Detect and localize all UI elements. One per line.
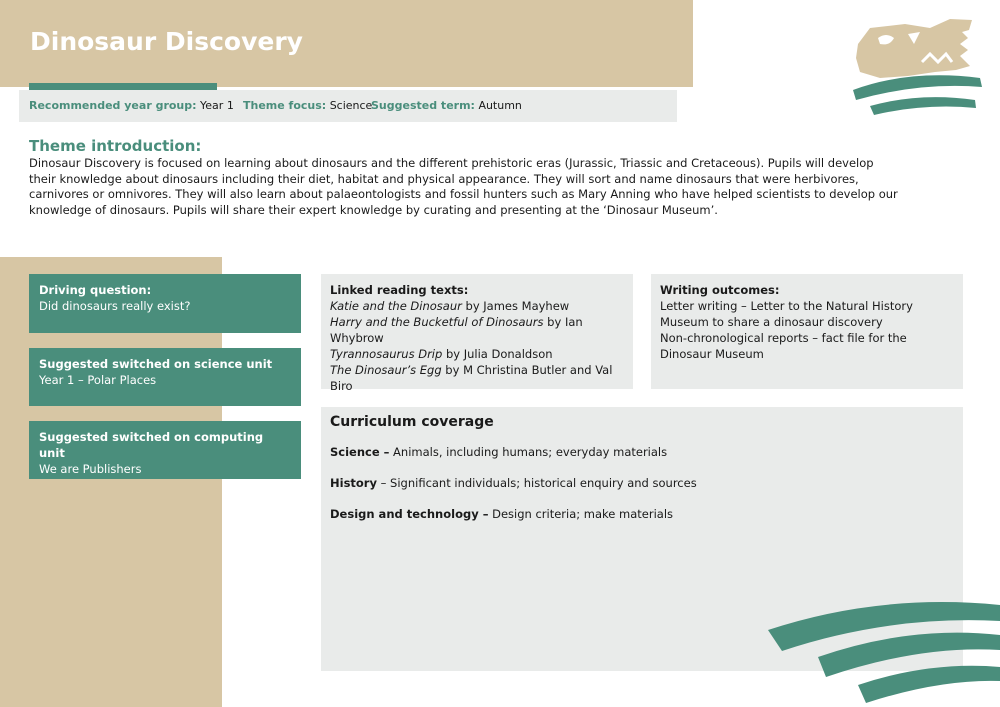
writing-outcomes-title: Writing outcomes: [660,283,780,297]
book-item: Tyrannosaurus Drip by Julia Donaldson [330,347,553,361]
reading-texts-title: Linked reading texts: [330,283,469,297]
computing-unit-box [29,421,301,479]
writing-outcome-item: Non-chronological reports – fact file for the Dinosaur Museum [660,331,907,361]
intro-text: Dinosaur Discovery is focused on learning about dinosaurs and the different prehistoric eras (Jurassic, Triassic and Cretaceous). Pupils will develop their knowledge about dinosaurs including their diet, habitat and physical appearance. They will sort and name dinosaurs that were herbivores, carnivores or omnivores. They will also learn about palaeontologists and fossil hunters such as Mary Anning who have helped scientists to develop our knowledge of dinosaurs. Pupils will share their expert knowledge by curating and presenting at the ‘Dinosaur Museum’. [29,156,898,218]
computing-unit-title: Suggested switched on computing unit [39,430,264,460]
intro-heading: Theme introduction: [29,137,202,155]
curriculum-item: Science – Animals, including humans; everyday materials [330,445,668,459]
suggested-term: Suggested term: Autumn [371,99,522,112]
writing-outcomes-box [651,274,963,389]
science-unit-box [29,348,301,406]
book-item: Katie and the Dinosaur by James Mayhew [330,299,570,313]
curriculum-item: History – Significant individuals; historical enquiry and sources [330,476,697,490]
computing-unit-value: We are Publishers [39,462,142,476]
driving-question-box [29,274,301,333]
driving-question-value: Did dinosaurs really exist? [39,299,191,313]
decorative-swoosh [760,585,1000,707]
reading-texts-box [321,274,633,393]
dinosaur-skull-icon [850,14,985,118]
book-item: The Dinosaur’s Egg by M Christina Butler and Val Biro [330,363,613,393]
year-group: Recommended year group: Year 1 [29,99,234,112]
science-unit-value: Year 1 – Polar Places [39,373,157,387]
book-item: Harry and the Bucketful of Dinosaurs by Ian Whybrow [330,315,583,345]
theme-focus: Theme focus: Science [243,99,373,112]
science-unit-title: Suggested switched on science unit [39,357,273,371]
page-title: Dinosaur Discovery [30,27,303,56]
driving-question-title: Driving question: [39,283,152,297]
curriculum-heading: Curriculum coverage [330,414,494,430]
curriculum-item: Design and technology – Design criteria; make materials [330,507,674,521]
writing-outcome-item: Letter writing – Letter to the Natural History Museum to share a dinosaur discovery [660,299,913,329]
